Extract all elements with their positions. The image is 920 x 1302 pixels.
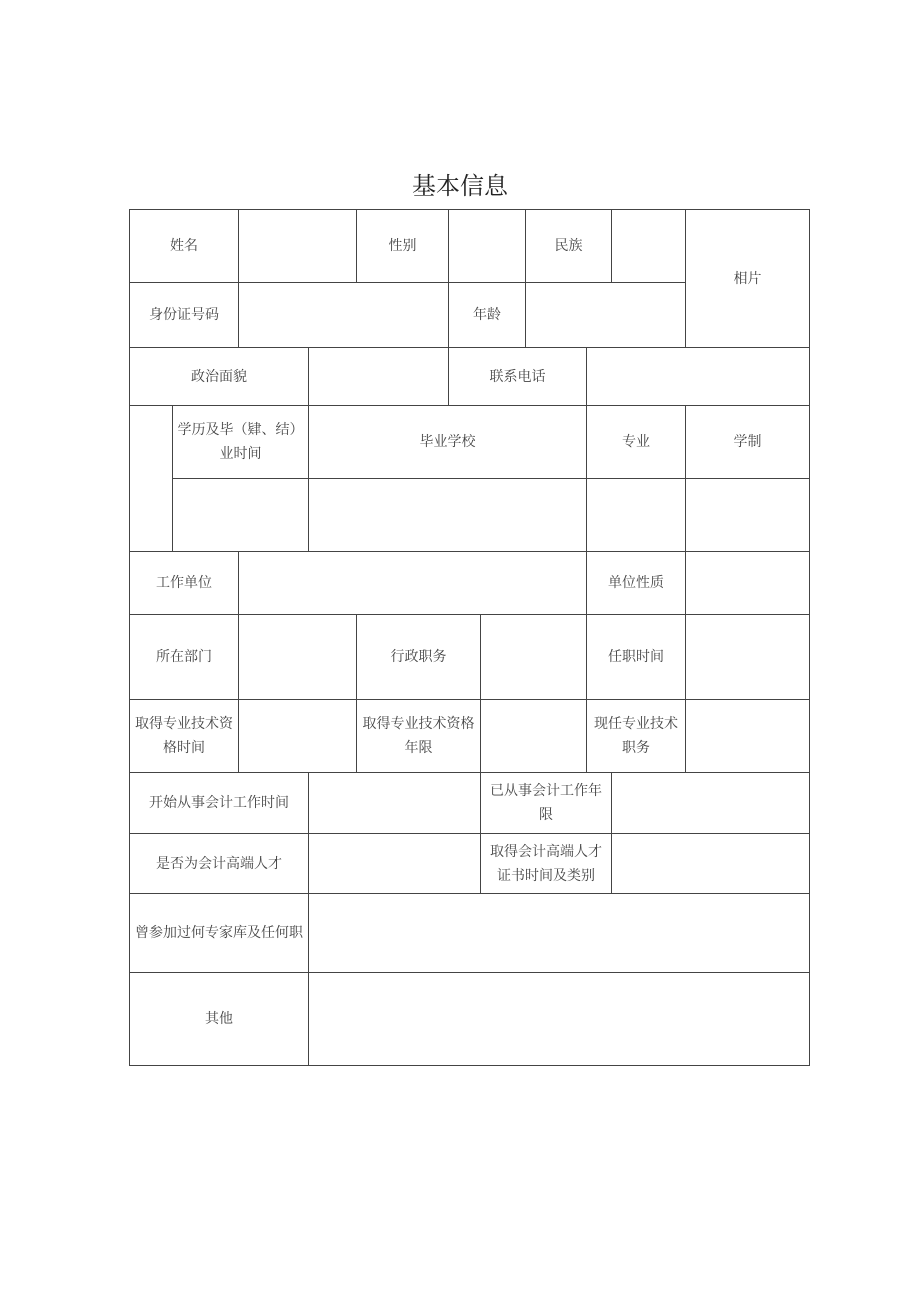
label-qualification-years: 取得专业技术资格年限 — [357, 700, 481, 773]
label-gender: 性别 — [357, 210, 449, 283]
unit-nature-field[interactable] — [686, 552, 810, 615]
label-education-time: 学历及毕（肄、结）业时间 — [173, 406, 309, 479]
label-is-senior-talent: 是否为会计高端人才 — [130, 834, 309, 894]
id-number-field[interactable] — [239, 283, 449, 348]
label-senior-cert-time: 取得会计高端人才证书时间及类别 — [481, 834, 612, 894]
accounting-start-field[interactable] — [309, 773, 481, 834]
admin-position-field[interactable] — [481, 615, 587, 700]
label-age: 年龄 — [449, 283, 526, 348]
phone-field[interactable] — [587, 348, 810, 406]
expert-pool-field[interactable] — [309, 894, 810, 973]
label-department: 所在部门 — [130, 615, 239, 700]
education-time-field[interactable] — [173, 479, 309, 552]
label-political-status: 政治面貌 — [130, 348, 309, 406]
label-work-unit: 工作单位 — [130, 552, 239, 615]
education-side-cell — [130, 406, 173, 552]
duration-field[interactable] — [686, 479, 810, 552]
school-field[interactable] — [309, 479, 587, 552]
age-field[interactable] — [526, 283, 686, 348]
senior-cert-time-field[interactable] — [612, 834, 810, 894]
label-accounting-start: 开始从事会计工作时间 — [130, 773, 309, 834]
accounting-years-field[interactable] — [612, 773, 810, 834]
ethnicity-field[interactable] — [612, 210, 686, 283]
qualification-time-field[interactable] — [239, 700, 357, 773]
major-field[interactable] — [587, 479, 686, 552]
name-field[interactable] — [239, 210, 357, 283]
is-senior-talent-field[interactable] — [309, 834, 481, 894]
other-field[interactable] — [309, 973, 810, 1066]
label-name: 姓名 — [130, 210, 239, 283]
label-school: 毕业学校 — [309, 406, 587, 479]
work-unit-field[interactable] — [239, 552, 587, 615]
gender-field[interactable] — [449, 210, 526, 283]
appointment-time-field[interactable] — [686, 615, 810, 700]
label-appointment-time: 任职时间 — [587, 615, 686, 700]
page-title: 基本信息 — [412, 172, 508, 200]
label-unit-nature: 单位性质 — [587, 552, 686, 615]
label-ethnicity: 民族 — [526, 210, 612, 283]
label-id-number: 身份证号码 — [130, 283, 239, 348]
label-duration: 学制 — [686, 406, 810, 479]
label-admin-position: 行政职务 — [357, 615, 481, 700]
department-field[interactable] — [239, 615, 357, 700]
basic-info-form — [129, 209, 810, 1066]
label-accounting-years: 已从事会计工作年限 — [481, 773, 612, 834]
photo-box[interactable]: 相片 — [686, 210, 810, 348]
label-expert-pool: 曾参加过何专家库及任何职 — [130, 894, 309, 973]
qualification-years-field[interactable] — [481, 700, 587, 773]
label-qualification-time: 取得专业技术资格时间 — [130, 700, 239, 773]
political-status-field[interactable] — [309, 348, 449, 406]
label-other: 其他 — [130, 973, 309, 1066]
current-title-field[interactable] — [686, 700, 810, 773]
label-phone: 联系电话 — [449, 348, 587, 406]
label-current-title: 现任专业技术职务 — [587, 700, 686, 773]
label-major: 专业 — [587, 406, 686, 479]
